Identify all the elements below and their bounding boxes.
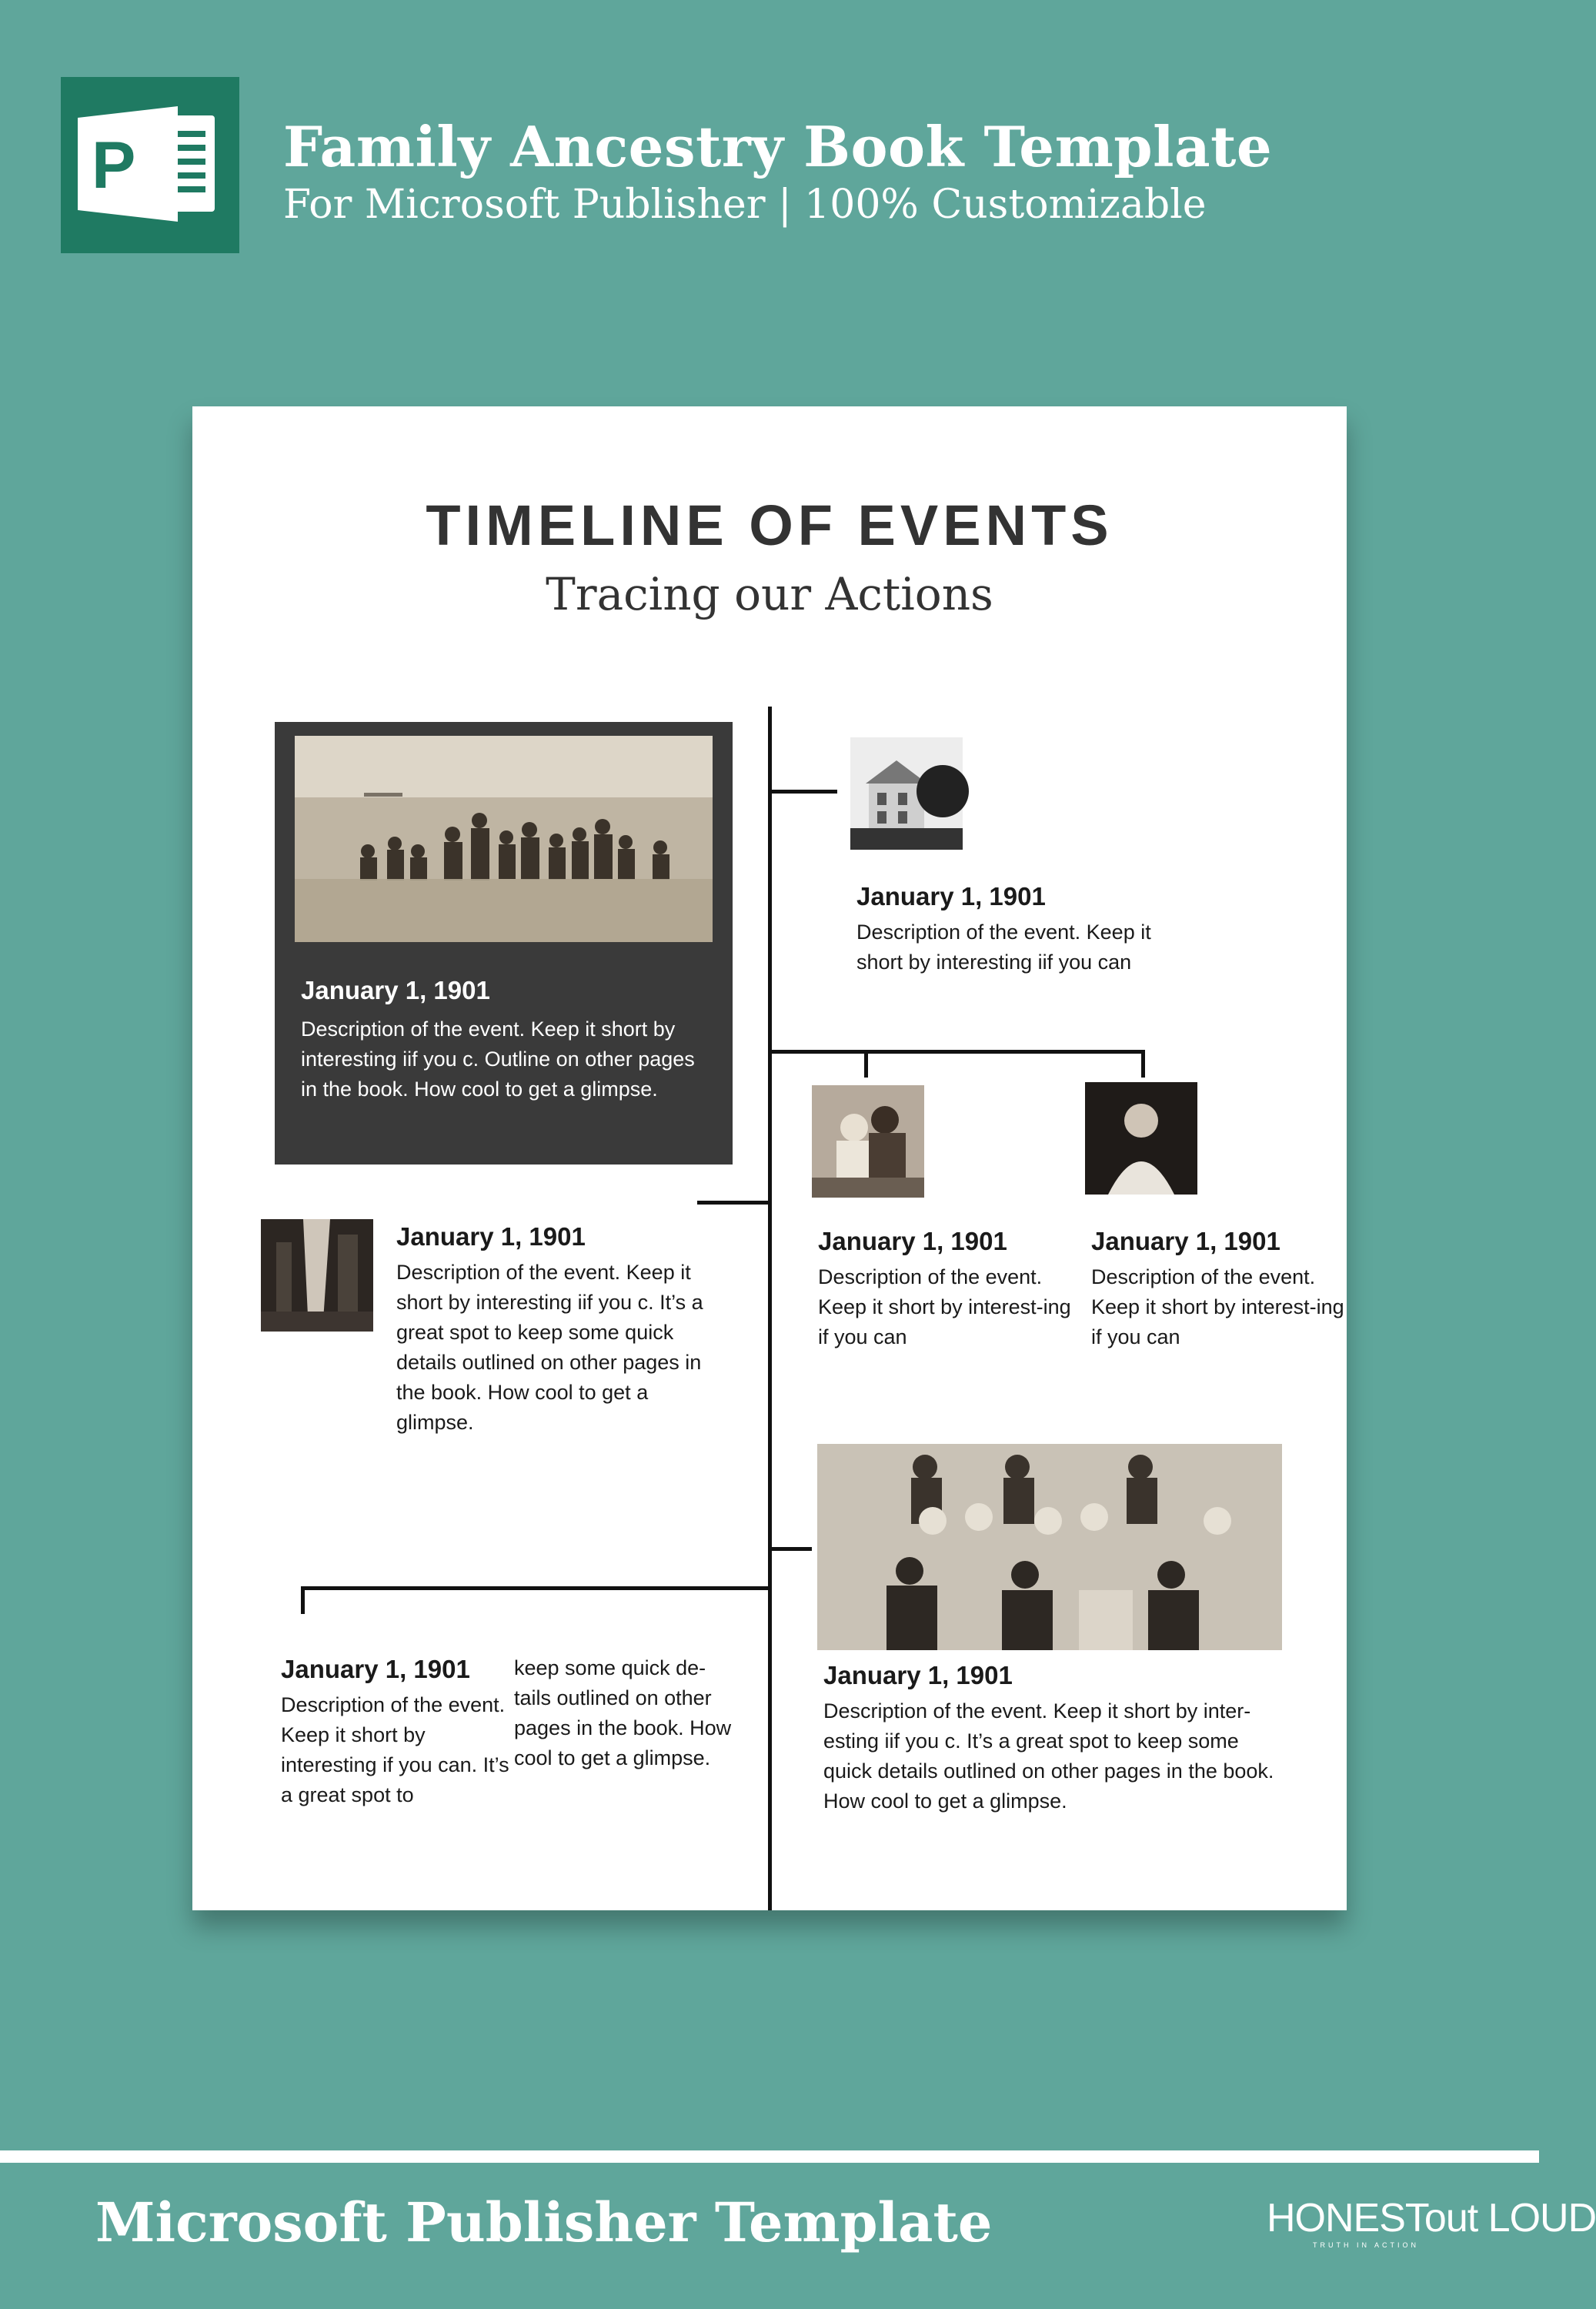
publisher-logo-icon: P <box>61 77 239 253</box>
event-description: Description of the event. Keep it short by inter-esting iif you c. It’s a great spot to keep some quick details outlined on other pages in the book. How cool to get a glimpse. <box>823 1699 1274 1813</box>
event-description: Description of the event. Keep it short by interesting iif you can <box>856 921 1151 974</box>
event-5 <box>1091 1227 1345 1352</box>
timeline-branch <box>770 790 837 794</box>
timeline-branch <box>770 1547 812 1551</box>
footer-title: Microsoft Publisher Template <box>95 2190 993 2254</box>
group-photo <box>817 1444 1282 1650</box>
page-subtitle: Tracing our Actions <box>546 568 993 620</box>
event-date: January 1, 1901 <box>1091 1227 1280 1255</box>
event-date: January 1, 1901 <box>818 1227 1007 1255</box>
event-description: Description of the event. Keep it short by interest-ing if you can <box>1091 1265 1344 1348</box>
two-girls-photo <box>812 1085 924 1198</box>
beach-swimmers-photo <box>295 736 713 942</box>
footer-divider <box>0 2150 1539 2163</box>
woman-portrait-photo <box>1085 1082 1197 1195</box>
event-6-col2 <box>514 1653 737 1773</box>
event-2 <box>856 882 1180 977</box>
event-4 <box>818 1227 1080 1352</box>
event-7 <box>823 1661 1285 1816</box>
featured-event-card <box>275 722 733 1165</box>
event-date: January 1, 1901 <box>301 976 490 1004</box>
house-photo <box>850 737 963 850</box>
event-description: Description of the event. Keep it short by interest-ing if you can <box>818 1265 1071 1348</box>
event-description: Description of the event. Keep it short by interesting iif you c. It’s a great spot to keep some quick details outlined on other pages in the book. How cool to get a glimpse. <box>396 1261 703 1434</box>
timeline-branch <box>301 1586 305 1614</box>
timeline-branch <box>1141 1050 1145 1078</box>
brand-name: HONESTout LOUD <box>1267 2196 1596 2240</box>
event-date: January 1, 1901 <box>281 1655 470 1683</box>
event-date: January 1, 1901 <box>823 1661 1013 1689</box>
event-description: Description of the event. Keep it short by interesting iif you c. Outline on other pages in the book. How cool to get a glimpse. <box>301 1017 695 1101</box>
event-6 <box>281 1655 512 1810</box>
event-description-col1: Description of the event. Keep it short by interesting if you can. It’s a great spot to <box>281 1693 509 1806</box>
timeline-branch <box>864 1050 868 1078</box>
timeline-branch <box>697 1201 770 1205</box>
event-description-col2: keep some quick de-tails outlined on other pages in the book. How cool to get a glimpse. <box>514 1656 732 1769</box>
event-3 <box>396 1222 720 1438</box>
brand-logo <box>1267 2195 1596 2260</box>
event-date: January 1, 1901 <box>396 1222 586 1251</box>
header-subtitle: For Microsoft Publisher | 100% Customizable <box>283 182 1207 228</box>
page-title: TIMELINE OF EVENTS <box>426 493 1114 557</box>
timeline-branch <box>770 1050 1145 1054</box>
event-date: January 1, 1901 <box>856 882 1046 911</box>
street-photo <box>261 1219 373 1332</box>
template-page-preview <box>192 406 1347 1910</box>
header-title: Family Ancestry Book Template <box>283 114 1273 179</box>
brand-tagline: TRUTH IN ACTION <box>1313 2241 1419 2249</box>
timeline-branch <box>301 1586 770 1590</box>
timeline-spine <box>768 707 772 1910</box>
